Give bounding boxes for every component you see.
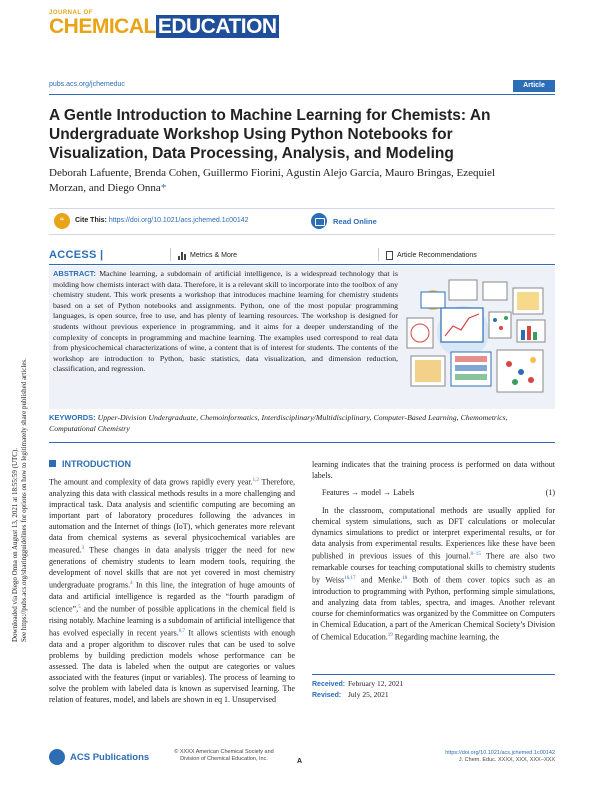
metrics-more-link[interactable]: Metrics & More (190, 252, 238, 259)
journal-name-small: JOURNAL OF (49, 10, 93, 16)
intro-text: These changes in data analysis trigger the need for new generations of chemistry students to learn modern tools, requiring the development of novel skills that are not yet covered in most chemistry undergraduate programs. (49, 545, 295, 590)
intro-text: It allows scientists with enough data and a proper algorithm to discover rules that can be used to solve problems by building prediction models whose performance can be assessed. The data is labeled when the output are categories or values associated with the features (input or variables). The process of learning to solve the problem with labeled data is known as supervised learning. The relation of features, model, and labels are shown in eq 1. Unsupervised (49, 628, 295, 705)
read-online-link[interactable]: Read Online (333, 217, 377, 226)
access-separator: | (100, 249, 104, 261)
equation-text: Features → model → Labels (322, 488, 415, 497)
page-number: A (297, 758, 303, 765)
download-notice-line2: See https://pubs.acs.org/sharingguidelines for options on how to legitimately share published articles. (20, 358, 28, 642)
citation-ref[interactable]: 16,17 (344, 576, 356, 582)
cite-label: Cite This: (75, 217, 107, 224)
intro-text: The amount and complexity of data grows rapidly every year. (49, 477, 253, 487)
acs-logo-icon (49, 749, 65, 765)
journal-url[interactable]: pubs.acs.org/jchemeduc (49, 81, 125, 88)
revised-date: July 25, 2021 (348, 690, 389, 699)
footer-citation (432, 750, 555, 764)
dates-rule (312, 674, 555, 675)
citation-ref[interactable]: 19 (387, 633, 393, 639)
keywords-text: Upper-Division Undergraduate, Chemoinformatics, Interdisciplinary/Multidisciplinary, Computer-Based Learning, Chemometrics, Computational Chemistry (49, 413, 508, 433)
access-divider (378, 248, 379, 261)
abstract (53, 269, 398, 375)
citation-ref[interactable]: 3 (81, 546, 85, 552)
download-notice-line1: Downloaded via Diego Onna on August 13, 2021 at 18:55:59 (UTC). (11, 447, 19, 642)
received-date: February 12, 2021 (348, 679, 404, 688)
introduction-heading: INTRODUCTION (62, 459, 131, 469)
keywords-label: KEYWORDS: (49, 413, 96, 422)
access-divider (170, 248, 171, 261)
article-type-badge: Article (513, 80, 555, 92)
citation-ref[interactable]: 8−15 (470, 552, 481, 558)
article-dates (312, 679, 403, 701)
intro-text: and Menke. (355, 575, 403, 585)
abstract-label: ABSTRACT: (53, 269, 96, 278)
received-label: Received: (312, 681, 346, 688)
authors-text: Deborah Lafuente, Brenda Cohen, Guillermo Fiorini, Agustín Alejo García, Mauro Bringas, Ezequiel Morzan, and Diego Onna (49, 167, 495, 194)
header-rule (49, 94, 555, 95)
article-title: A Gentle Introduction to Machine Learning for Chemists: An Undergraduate Workshop Using Python Notebooks for Visualization, Data Processing, Analysis, and Modeling (49, 107, 491, 162)
keywords-rule (49, 442, 555, 443)
intro-text: Regarding machine learning, the (392, 633, 500, 642)
equation-number: (1) (545, 488, 555, 497)
citation-ref[interactable]: 5 (78, 605, 81, 610)
toc-graphic (401, 272, 551, 402)
journal-name-part1: CHEMICAL (49, 15, 156, 38)
revised-label: Revised: (312, 692, 342, 699)
introduction-continued: learning indicates that the training process is performed on data without labels. (312, 460, 555, 481)
citation-ref[interactable]: 4 (130, 581, 133, 587)
cite-this (75, 217, 249, 224)
citation-ref[interactable]: 6,7 (178, 628, 185, 634)
intro-text: There are also two remarkable courses for teaching computational skills to chemistry students by Weiss (312, 552, 555, 585)
keywords (49, 413, 555, 434)
access-rule (49, 264, 555, 265)
journal-name-part2: EDUCATION (157, 15, 277, 38)
section-square-icon (49, 460, 56, 467)
quote-icon: “ (54, 213, 70, 229)
footer-doi-link[interactable]: https://doi.org/10.1021/acs.jchemed.1c00142 (445, 750, 555, 756)
equation-1 (312, 488, 555, 497)
footer-journal-citation: J. Chem. Educ. XXXX, XXX, XXX−XXX (458, 757, 555, 763)
intro-text: In the classroom, computational methods are usually applied for chemical system simulations, such as DFT calculations or molecular dynamics simulations to predict or interpret experimental results, or for data analysis from experimental results. Experiences like these have been published in previous issues of this journal. (312, 506, 555, 562)
intro-text: and the number of possible applications in the chemical field is rising notably. Machine learning is a subdomain of artificial intelligence that has evolved especially in recent years. (49, 604, 295, 638)
access-label (49, 249, 103, 261)
publisher-name: ACS Publications (70, 752, 150, 763)
author-list (49, 166, 519, 195)
journal-logo (49, 16, 279, 38)
intro-text: In this line, the integration of huge amounts of data and artificial intelligence is regarded as the “fourth paradigm of science”, (49, 580, 296, 614)
citation-ref[interactable]: 18 (402, 576, 408, 582)
access-text: ACCESS (49, 249, 97, 261)
introduction-paragraph-1 (49, 475, 295, 705)
introduction-paragraph-2 (312, 505, 555, 643)
document-icon (386, 251, 393, 260)
copyright-notice: © XXXX American Chemical Society and Division of Chemical Education, Inc. (174, 749, 274, 762)
intro-text: Therefore, analyzing this data with classical methods results in a more challenging and impractical task. Data analysis and scientific computing are becoming an important part of laboratory procedures following the advances in automation and the Internet of things (IoT), which generates more relevant data from chemical systems as several physicochemical variables are measured. (49, 477, 295, 555)
abstract-text: Machine learning, a subdomain of artificial intelligence, is a widespread technology that is molding how chemists interact with data. Therefore, it is a relevant skill to incorporate into the toolbox of any chemistry student. This work presents a workshop that introduces machine learning for chemistry students based on a set of Python notebooks and assignments. Python, one of the most popular programming languages, is open source, free to use, and has plenty of learning resources. The workshop is designed for students without previous experience in programming, and it aims for a deeper understanding of the complexity of concepts in programming and machine learning. The examples used correspond to real data from physicochemical characterizations of wine, a content that is of interest for students. The contents of the workshop are introduction to Python, basic statistics, data visualization, and dimension reduction, classification, and regression. (53, 269, 399, 374)
corresponding-author-star[interactable]: * (160, 181, 167, 194)
citation-ref[interactable]: 1,2 (252, 478, 259, 483)
bar-chart-icon (178, 252, 186, 260)
read-online-icon[interactable] (311, 213, 327, 229)
article-recommendations-link[interactable]: Article Recommendations (397, 252, 477, 259)
download-notice (2, 232, 28, 642)
intro-text: Both of them cover topics such as an introduction to programming with Python, performing simple simulations, and analyzing data from tables, spectra, and images. Another relevant course for cheminformatics was organized by the Committee on Computers in Chemical Education, a part of the American Chemical Society’s Division of Chemical Education. (312, 575, 555, 642)
cite-doi-link[interactable]: https://doi.org/10.1021/acs.jchemed.1c00142 (108, 217, 249, 224)
